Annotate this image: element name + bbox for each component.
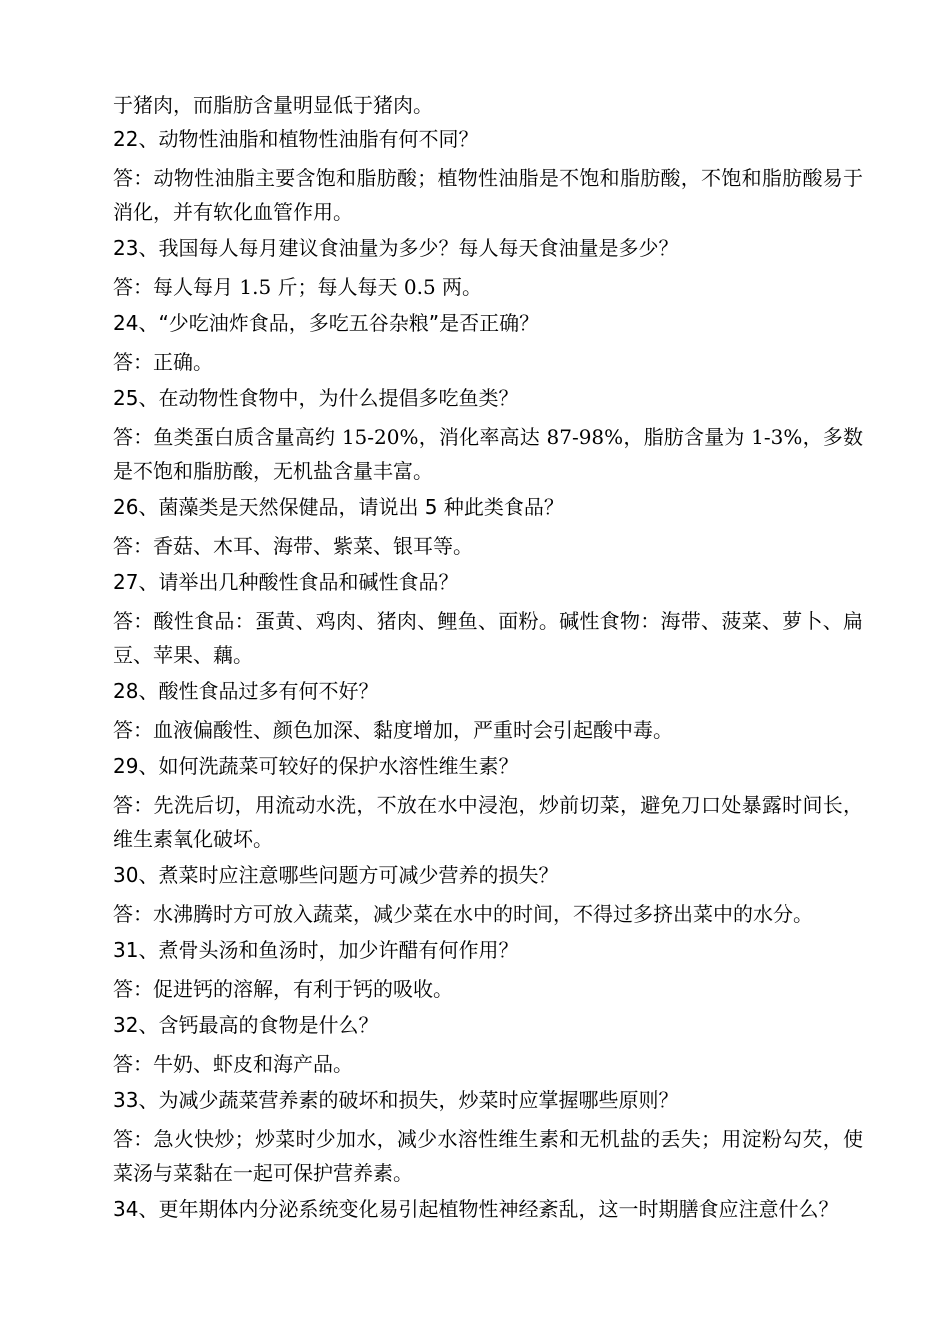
answer-33: 答：急火快炒；炒菜时少加水，减少水溶性维生素和无机盐的丢失；用淀粉勾芡，使菜汤与菜黏在一起可保护营养素。 (113, 1127, 863, 1185)
answer-25: 答：鱼类蛋白质含量高约 15-20%，消化率高达 87-98%，脂肪含量为 1-3%，多数是不饱和脂肪酸，无机盐含量丰富。 (113, 425, 863, 483)
answer-29: 答：先洗后切，用流动水洗，不放在水中浸泡，炒前切菜，避免刀口处暴露时间长，维生素氧化破坏。 (113, 793, 863, 851)
answer-27: 答：酸性食品：蛋黄、鸡肉、猪肉、鲤鱼、面粉。碱性食物：海带、菠菜、萝卜、扁豆、苹果、藕。 (113, 609, 863, 667)
question-25: 25、在动物性食物中，为什么提倡多吃鱼类？ (113, 386, 519, 410)
question-29: 29、如何洗蔬菜可较好的保护水溶性维生素？ (113, 754, 519, 778)
question-27: 27、请举出几种酸性食品和碱性食品？ (113, 570, 459, 594)
question-31: 31、煮骨头汤和鱼汤时，加少许醋有何作用？ (113, 938, 519, 962)
question-28: 28、酸性食品过多有何不好？ (113, 679, 379, 703)
question-33: 33、为减少蔬菜营养素的破坏和损失，炒菜时应掌握哪些原则？ (113, 1088, 679, 1112)
question-30: 30、煮菜时应注意哪些问题方可减少营养的损失？ (113, 863, 559, 887)
answer-32: 答：牛奶、虾皮和海产品。 (113, 1052, 353, 1076)
answer-24: 答：正确。 (113, 350, 213, 374)
question-22: 22、动物性油脂和植物性油脂有何不同？ (113, 127, 479, 151)
answer-28: 答：血液偏酸性、颜色加深、黏度增加，严重时会引起酸中毒。 (113, 718, 673, 742)
answer-26: 答：香菇、木耳、海带、紫菜、银耳等。 (113, 534, 473, 558)
question-23: 23、我国每人每月建议食油量为多少？每人每天食油量是多少？ (113, 236, 679, 260)
answer-23: 答：每人每月 1.5 斤；每人每天 0.5 两。 (113, 275, 483, 299)
continued-answer-text: 于猪肉，而脂肪含量明显低于猪肉。 (113, 93, 433, 117)
answer-22: 答：动物性油脂主要含饱和脂肪酸；植物性油脂是不饱和脂肪酸，不饱和脂肪酸易于消化，并有软化血管作用。 (113, 166, 863, 224)
answer-30: 答：水沸腾时方可放入蔬菜，减少菜在水中的时间，不得过多挤出菜中的水分。 (113, 902, 813, 926)
answer-31: 答：促进钙的溶解，有利于钙的吸收。 (113, 977, 453, 1001)
question-26: 26、菌藻类是天然保健品，请说出 5 种此类食品？ (113, 495, 564, 519)
document-body (113, 88, 863, 1226)
question-24: 24、“少吃油炸食品，多吃五谷杂粮”是否正确？ (113, 311, 540, 335)
question-32: 32、含钙最高的食物是什么？ (113, 1013, 379, 1037)
question-34: 34、更年期体内分泌系统变化易引起植物性神经紊乱，这一时期膳食应注意什么？ (113, 1197, 839, 1221)
